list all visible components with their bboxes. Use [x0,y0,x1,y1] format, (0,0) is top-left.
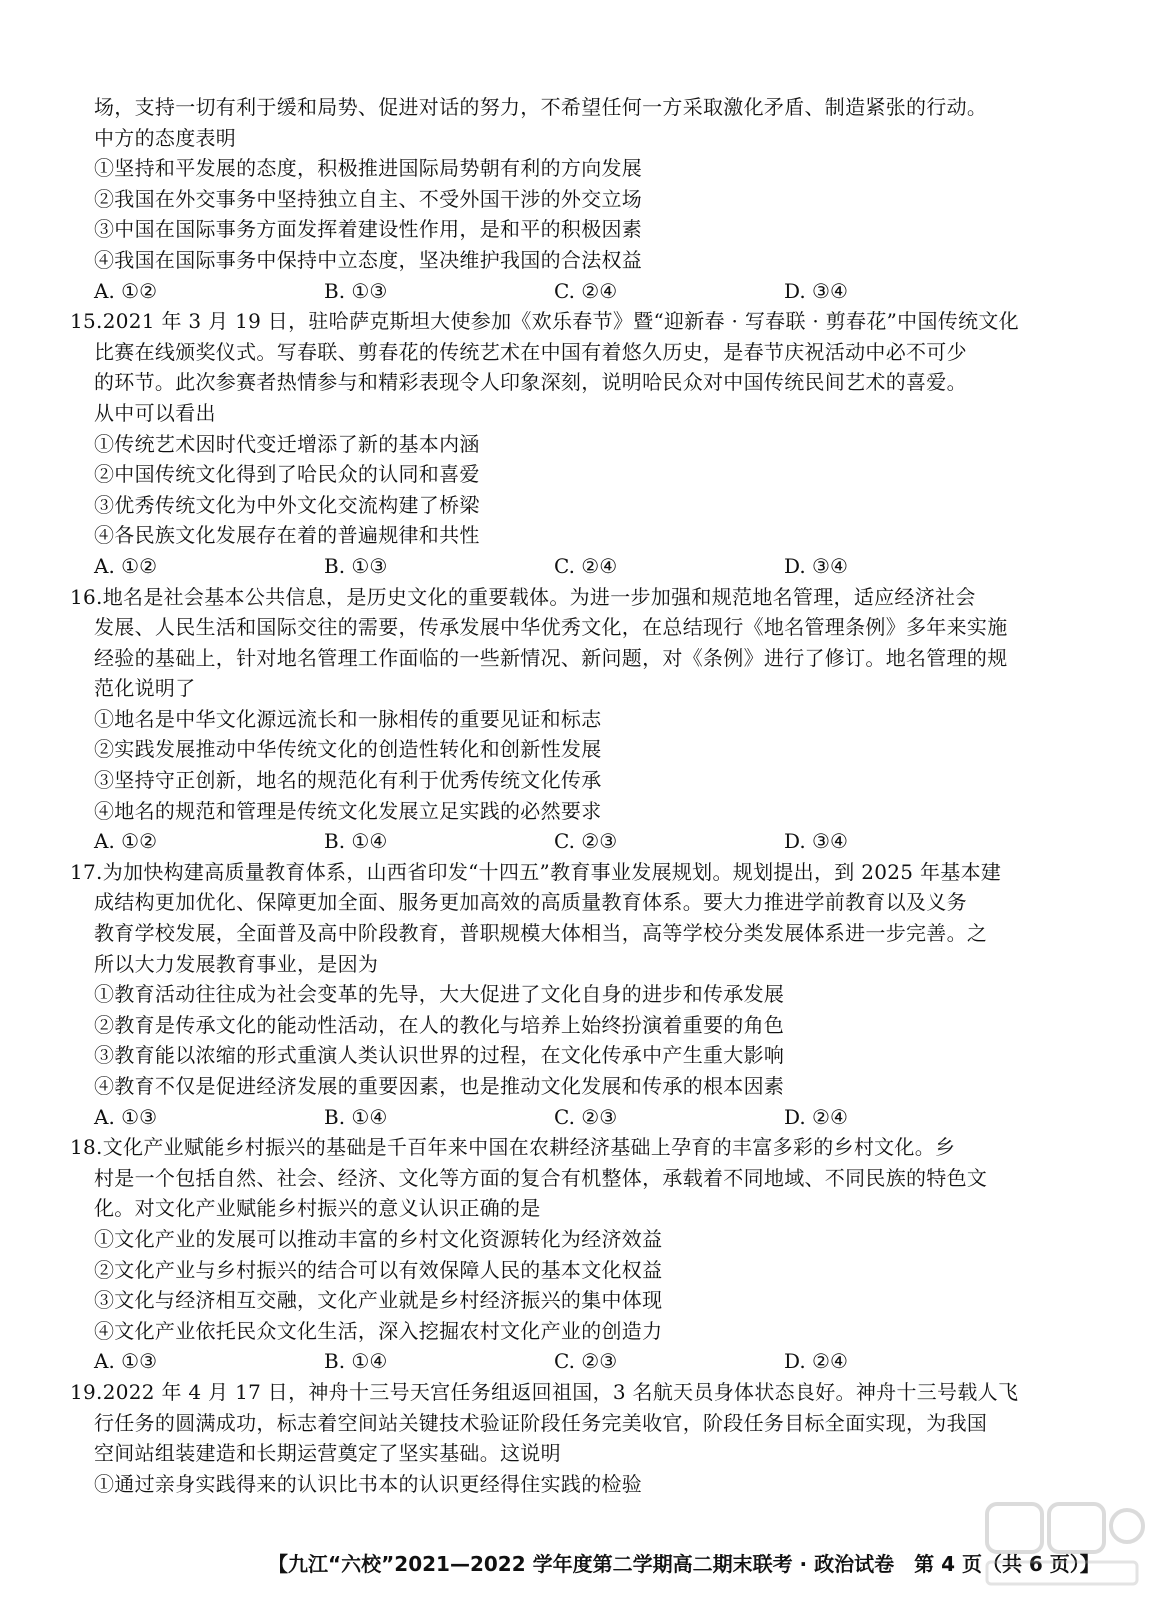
question-15 [70,306,1094,581]
question-14-continuation [94,92,1094,306]
option-b: B. ①④ [324,829,388,854]
option-d: D. ②④ [784,1349,848,1374]
stem-line: 村是一个包括自然、社会、经济、文化等方面的复合有机整体，承载着不同地域、不同民族的特色文 [94,1165,988,1190]
choice-item: ①传统艺术因时代变迁增添了新的基本内涵 [94,431,480,456]
choice-item: ④教育不仅是促进经济发展的重要因素，也是推动文化发展和传承的根本因素 [94,1074,785,1098]
option-b: B. ①③ [324,278,388,303]
stem-line: 2021 年 3 月 19 日，驻哈萨克斯坦大使参加《欢乐春节》暨“迎新春 · 写春联 · 剪春花”中国传统文化 [102,309,1019,334]
option-c: C. ②④ [554,553,618,578]
stem-line: 地名是社会基本公共信息，是历史文化的重要载体。为进一步加强和规范地名管理，适应经济社会 [102,584,976,609]
stem-line: 2022 年 4 月 17 日，神舟十三号天宫任务组返回祖国，3 名航天员身体状态良好。神舟十三号载人飞 [102,1379,1019,1404]
option-a: A. ①③ [94,1349,158,1374]
option-c: C. ②③ [554,1104,618,1129]
stem-line: 经验的基础上，针对地名管理工作面临的一些新情况、新问题，对《条例》进行了修订。地名管理的规 [94,645,1008,670]
question-17 [70,857,1094,1132]
stem-line: 教育学校发展，全面普及高中阶段教育，普职规模大体相当，高等学校分类发展体系进一步完善。之 [94,921,988,946]
stem-line: 成结构更加优化、保障更加全面、服务更加高效的高质量教育体系。要大力推进学前教育以及义务 [94,890,967,915]
question-first-line [70,582,1094,613]
stem-line: 所以大力发展教育事业，是因为 [94,951,379,976]
watermark-logo [977,1496,1147,1596]
choice-item: ④各民族文化发展存在着的普遍规律和共性 [94,523,480,548]
choice-item: ③文化与经济相互交融，文化产业就是乡村经济振兴的集中体现 [94,1288,663,1313]
question-number: 18. [70,1135,103,1160]
option-b: B. ①④ [324,1104,388,1129]
page-footer: 【九江“六校”2021—2022 学年度第二学期高二期末联考 · 政治试卷 第 4 页（共 6 页）】 [268,1552,1100,1576]
question-18 [70,1132,1094,1377]
choice-item: ②文化产业与乡村振兴的结合可以有效保障人民的基本文化权益 [94,1257,663,1282]
choice-item: ④文化产业依托民众文化生活，深入挖掘农村文化产业的创造力 [94,1318,663,1343]
stem-line: 为加快构建高质量教育体系，山西省印发“十四五”教育事业发展规划。规划提出，到 2025 年基本建 [102,859,1002,884]
stem-line: 空间站组装建造和长期运营奠定了坚实基础。这说明 [94,1441,561,1466]
choice-item: ③中国在国际事务方面发挥着建设性作用，是和平的积极因素 [94,217,643,242]
option-d: D. ③④ [784,553,848,578]
option-d: D. ③④ [784,278,848,303]
choice-item: ①教育活动往往成为社会变革的先导，大大促进了文化自身的进步和传承发展 [94,982,785,1007]
option-a: A. ①② [94,829,158,854]
question-number: 16. [70,584,103,609]
option-a: A. ①② [94,553,158,578]
answer-options [94,1346,1094,1377]
question-19 [70,1377,1094,1499]
option-c: C. ②③ [554,829,618,854]
choice-item: ①地名是中华文化源远流长和一脉相传的重要见证和标志 [94,706,602,731]
question-number: 17. [70,859,103,884]
answer-options [94,826,1094,857]
stem-line: 从中可以看出 [94,400,216,425]
question-number: 15. [70,309,103,334]
stem-line: 比赛在线颁奖仪式。写春联、剪春花的传统艺术在中国有着悠久历史，是春节庆祝活动中必不可少 [94,339,967,364]
option-c: C. ②③ [554,1349,618,1374]
choice-item: ①文化产业的发展可以推动丰富的乡村文化资源转化为经济效益 [94,1226,663,1251]
option-a: A. ①② [94,278,158,303]
question-first-line [70,1377,1094,1408]
stem-line: 化。对文化产业赋能乡村振兴的意义认识正确的是 [94,1196,541,1221]
answer-options [94,276,1094,307]
answer-options [94,551,1094,582]
option-a: A. ①③ [94,1104,158,1129]
option-c: C. ②④ [554,278,618,303]
choice-item: ②实践发展推动中华传统文化的创造性转化和创新性发展 [94,737,602,762]
question-16 [70,582,1094,857]
choice-item: ②我国在外交事务中坚持独立自主、不受外国干涉的外交立场 [94,186,643,211]
stem-line: 文化产业赋能乡村振兴的基础是千百年来中国在农耕经济基础上孕育的丰富多彩的乡村文化。乡 [102,1135,956,1160]
answer-options [94,1102,1094,1133]
option-b: B. ①③ [324,553,388,578]
question-first-line [70,857,1094,888]
stem-line: 发展、人民生活和国际交往的需要，传承发展中华优秀文化，在总结现行《地名管理条例》多年来实施 [94,615,1008,640]
choice-item: ①坚持和平发展的态度，积极推进国际局势朝有利的方向发展 [94,156,643,181]
option-d: D. ②④ [784,1104,848,1129]
choice-item: ②教育是传承文化的能动性活动，在人的教化与培养上始终扮演着重要的角色 [94,1012,785,1037]
exam-page [70,92,1094,1499]
option-d: D. ③④ [784,829,848,854]
choice-item: ③优秀传统文化为中外文化交流构建了桥梁 [94,492,480,517]
stem-line: 场，支持一切有利于缓和局势、促进对话的努力，不希望任何一方采取激化矛盾、制造紧张的行动。 [94,95,988,119]
choice-item: ④我国在国际事务中保持中立态度，坚决维护我国的合法权益 [94,247,643,272]
choice-item: ③教育能以浓缩的形式重演人类认识世界的过程，在文化传承中产生重大影响 [94,1043,785,1068]
stem-line: 中方的态度表明 [94,125,237,150]
question-number: 19. [70,1379,103,1404]
choice-item: ②中国传统文化得到了哈民众的认同和喜爱 [94,462,480,487]
choice-item: ④地名的规范和管理是传统文化发展立足实践的必然要求 [94,798,602,823]
stem-line: 行任务的圆满成功，标志着空间站关键技术验证阶段任务完美收官，阶段任务目标全面实现，为我国 [94,1410,988,1435]
stem-line: 范化说明了 [94,676,196,701]
question-first-line [70,1132,1094,1163]
option-b: B. ①④ [324,1349,388,1374]
question-first-line [70,306,1094,337]
stem-line: 的环节。此次参赛者热情参与和精彩表现令人印象深刻，说明哈民众对中国传统民间艺术的喜爱。 [94,370,967,395]
choice-item: ①通过亲身实践得来的认识比书本的认识更经得住实践的检验 [94,1471,643,1496]
choice-item: ③坚持守正创新，地名的规范化有利于优秀传统文化传承 [94,768,602,793]
